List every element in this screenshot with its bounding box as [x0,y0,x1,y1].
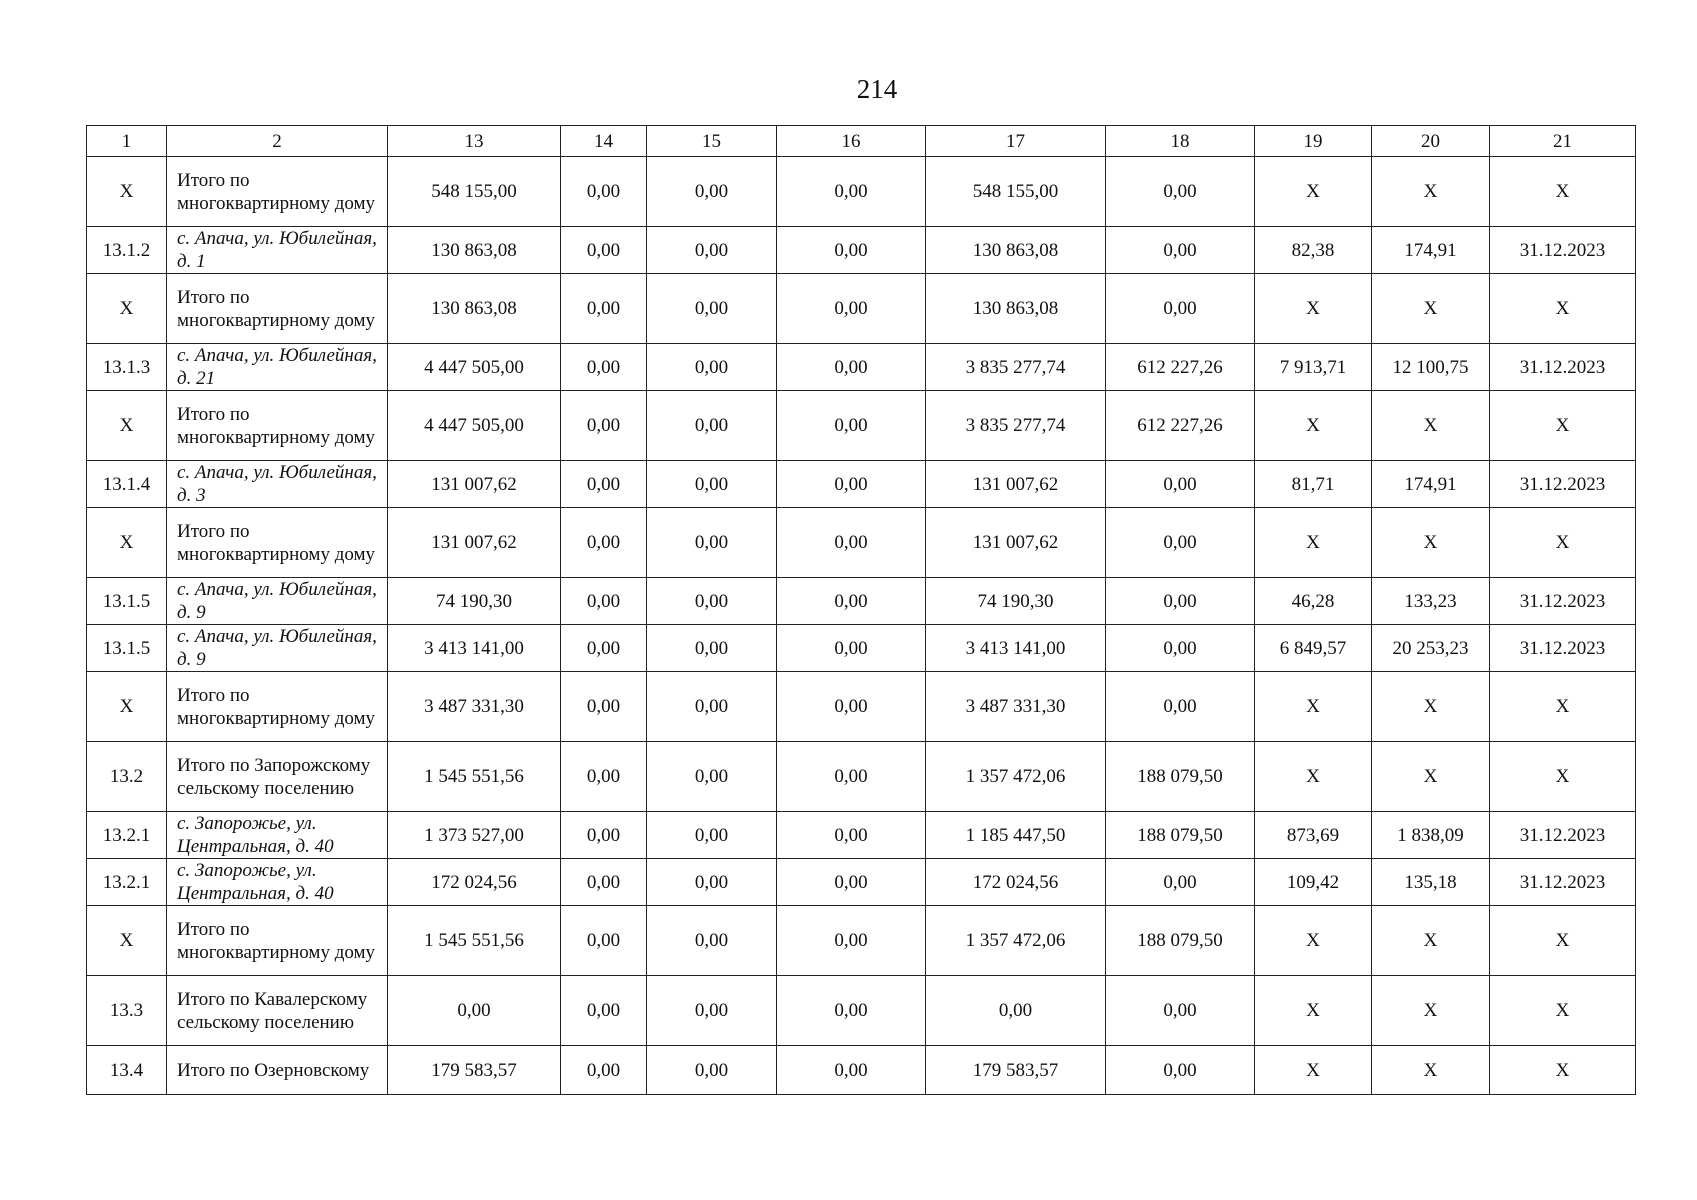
table-cell: 4 447 505,00 [388,344,561,391]
table-cell: 131 007,62 [388,508,561,578]
table-cell: 0,00 [777,157,926,227]
table-cell: 0,00 [1106,672,1255,742]
table-cell: Х [1490,157,1636,227]
table-cell: Х [1490,508,1636,578]
table-cell: 31.12.2023 [1490,578,1636,625]
table-cell: 0,00 [647,625,777,672]
total-row [87,157,1636,227]
table-cell: Х [1372,672,1490,742]
table-cell: 1 545 551,56 [388,742,561,812]
table-cell: 188 079,50 [1106,812,1255,859]
table-cell: 0,00 [777,906,926,976]
table-cell: Х [1490,672,1636,742]
table-cell: Х [1372,157,1490,227]
table-cell: 135,18 [1372,859,1490,906]
table-cell: 3 413 141,00 [926,625,1106,672]
table-cell: 612 227,26 [1106,344,1255,391]
table-cell: 130 863,08 [926,227,1106,274]
table-cell: 31.12.2023 [1490,812,1636,859]
table-cell: 0,00 [647,344,777,391]
table-cell: 109,42 [1255,859,1372,906]
total-row [87,1046,1636,1095]
table-cell: 0,00 [1106,625,1255,672]
row-description: Итого по многоквартирному дому [167,672,388,742]
table-cell: 0,00 [777,578,926,625]
table-cell: Х [1255,1046,1372,1095]
table-cell: 0,00 [647,157,777,227]
row-description: Итого по многоквартирному дому [167,508,388,578]
row-description: Итого по многоквартирному дому [167,157,388,227]
table-cell: 0,00 [647,672,777,742]
table-cell: 3 487 331,30 [926,672,1106,742]
row-number: 13.1.2 [87,227,167,274]
table-cell: Х [1372,274,1490,344]
row-number: Х [87,508,167,578]
row-number: 13.1.4 [87,461,167,508]
column-header: 19 [1255,126,1372,157]
table-cell: 548 155,00 [388,157,561,227]
table-cell: Х [1372,976,1490,1046]
table-cell: Х [1255,508,1372,578]
row-number: 13.4 [87,1046,167,1095]
table-cell: 0,00 [777,859,926,906]
table-cell: 0,00 [647,906,777,976]
table-cell: 0,00 [777,391,926,461]
table-cell: 31.12.2023 [1490,859,1636,906]
row-description: Итого по многоквартирному дому [167,391,388,461]
column-header: 18 [1106,126,1255,157]
table-cell: 179 583,57 [926,1046,1106,1095]
table-cell: 4 447 505,00 [388,391,561,461]
table-cell: 0,00 [647,976,777,1046]
table-body [87,157,1636,1095]
total-row [87,274,1636,344]
row-number: 13.1.5 [87,578,167,625]
table-cell: 0,00 [777,274,926,344]
row-description: Итого по многоквартирному дому [167,906,388,976]
table-cell: 0,00 [1106,1046,1255,1095]
table-cell: 1 545 551,56 [388,906,561,976]
table-cell: 174,91 [1372,461,1490,508]
row-description: Итого по Кавалерскому сельскому поселению [167,976,388,1046]
total-row [87,391,1636,461]
table-cell: 0,00 [777,812,926,859]
row-description: Итого по Озерновскому [167,1046,388,1095]
column-header: 13 [388,126,561,157]
table-cell: 82,38 [1255,227,1372,274]
table-cell: 3 413 141,00 [388,625,561,672]
table-cell: 0,00 [561,391,647,461]
table-cell: 0,00 [1106,157,1255,227]
column-header: 1 [87,126,167,157]
table-cell: Х [1255,906,1372,976]
table-cell: 0,00 [561,508,647,578]
row-description: Итого по Запорожскому сельскому поселению [167,742,388,812]
table-cell: Х [1372,742,1490,812]
table-cell: 873,69 [1255,812,1372,859]
row-description: с. Апача, ул. Юбилейная, д. 9 [167,625,388,672]
table-cell: 0,00 [777,672,926,742]
total-row [87,672,1636,742]
table-cell: 0,00 [777,227,926,274]
table-cell: 0,00 [777,625,926,672]
table-cell: 31.12.2023 [1490,344,1636,391]
table-cell: 3 835 277,74 [926,391,1106,461]
table-cell: 0,00 [647,274,777,344]
table-cell: 548 155,00 [926,157,1106,227]
row-description: с. Апача, ул. Юбилейная, д. 9 [167,578,388,625]
table-cell: 0,00 [647,1046,777,1095]
row-number: 13.1.5 [87,625,167,672]
table-cell: Х [1490,391,1636,461]
table-cell: 12 100,75 [1372,344,1490,391]
table-cell: 0,00 [647,578,777,625]
table-cell: 0,00 [561,625,647,672]
table-cell: 0,00 [777,1046,926,1095]
address-row [87,344,1636,391]
row-number: Х [87,157,167,227]
table-cell: 0,00 [647,859,777,906]
address-row [87,461,1636,508]
table-cell: 0,00 [1106,227,1255,274]
data-table [86,125,1636,1095]
table-cell: 6 849,57 [1255,625,1372,672]
total-row [87,976,1636,1046]
total-row [87,508,1636,578]
table-cell: Х [1255,976,1372,1046]
row-number: Х [87,906,167,976]
table-cell: 0,00 [561,344,647,391]
table-header [87,126,1636,157]
table-cell: 0,00 [1106,976,1255,1046]
table-cell: 131 007,62 [388,461,561,508]
table-cell: 0,00 [777,508,926,578]
address-row [87,625,1636,672]
table-cell: 1 185 447,50 [926,812,1106,859]
table-cell: 0,00 [777,461,926,508]
table-cell: 0,00 [647,742,777,812]
table-cell: 46,28 [1255,578,1372,625]
table-cell: Х [1490,906,1636,976]
table-cell: 131 007,62 [926,461,1106,508]
table-cell: 0,00 [561,1046,647,1095]
row-description: с. Запорожье, ул. Центральная, д. 40 [167,812,388,859]
column-header: 17 [926,126,1106,157]
table-cell: 1 373 527,00 [388,812,561,859]
row-number: Х [87,672,167,742]
table-cell: 133,23 [1372,578,1490,625]
table-cell: 0,00 [561,157,647,227]
table-cell: 0,00 [561,742,647,812]
table-cell: 131 007,62 [926,508,1106,578]
total-row [87,742,1636,812]
table-cell: Х [1255,391,1372,461]
table-cell: 174,91 [1372,227,1490,274]
table-cell: 0,00 [1106,508,1255,578]
row-description: с. Апача, ул. Юбилейная, д. 21 [167,344,388,391]
table-cell: 0,00 [561,906,647,976]
table-cell: 0,00 [388,976,561,1046]
row-description: с. Запорожье, ул. Центральная, д. 40 [167,859,388,906]
table-cell: Х [1372,1046,1490,1095]
column-header: 15 [647,126,777,157]
address-row [87,812,1636,859]
address-row [87,227,1636,274]
address-row [87,859,1636,906]
table-cell: 31.12.2023 [1490,625,1636,672]
table-cell: 188 079,50 [1106,906,1255,976]
table-cell: 0,00 [647,461,777,508]
table-cell: 612 227,26 [1106,391,1255,461]
table-cell: Х [1490,274,1636,344]
table-cell: 3 835 277,74 [926,344,1106,391]
row-number: Х [87,391,167,461]
table-cell: 130 863,08 [388,227,561,274]
table-cell: 74 190,30 [388,578,561,625]
table-cell: Х [1372,508,1490,578]
table-cell: 81,71 [1255,461,1372,508]
row-number: 13.1.3 [87,344,167,391]
table-cell: Х [1490,742,1636,812]
table-cell: 0,00 [561,859,647,906]
table-cell: 0,00 [1106,859,1255,906]
table-cell: 74 190,30 [926,578,1106,625]
table-cell: Х [1490,976,1636,1046]
table-cell: Х [1255,157,1372,227]
address-row [87,578,1636,625]
column-header: 21 [1490,126,1636,157]
row-number: 13.2 [87,742,167,812]
table-cell: 0,00 [647,812,777,859]
row-number: 13.2.1 [87,859,167,906]
column-header: 16 [777,126,926,157]
table-cell: 0,00 [561,274,647,344]
table-cell: 0,00 [926,976,1106,1046]
row-number: 13.2.1 [87,812,167,859]
total-row [87,906,1636,976]
table-cell: 1 357 472,06 [926,906,1106,976]
table-cell: 130 863,08 [388,274,561,344]
table-cell: 3 487 331,30 [388,672,561,742]
table-cell: 0,00 [647,508,777,578]
table-cell: Х [1372,391,1490,461]
column-header: 2 [167,126,388,157]
table-cell: 0,00 [647,391,777,461]
table-cell: 20 253,23 [1372,625,1490,672]
row-description: с. Апача, ул. Юбилейная, д. 3 [167,461,388,508]
page-number: 214 [856,74,898,104]
table-cell: 188 079,50 [1106,742,1255,812]
column-header: 20 [1372,126,1490,157]
table-cell: 0,00 [561,578,647,625]
table-cell: 0,00 [1106,274,1255,344]
table-cell: 31.12.2023 [1490,461,1636,508]
table-cell: 1 357 472,06 [926,742,1106,812]
table-cell: 7 913,71 [1255,344,1372,391]
table-cell: 1 838,09 [1372,812,1490,859]
table-cell: 0,00 [561,812,647,859]
row-number: Х [87,274,167,344]
table-cell: 179 583,57 [388,1046,561,1095]
table-cell: 0,00 [561,976,647,1046]
table-cell: 0,00 [561,672,647,742]
table-cell: 0,00 [1106,461,1255,508]
table-cell: 31.12.2023 [1490,227,1636,274]
table-cell: 172 024,56 [926,859,1106,906]
row-description: с. Апача, ул. Юбилейная, д. 1 [167,227,388,274]
table-cell: 172 024,56 [388,859,561,906]
table-cell: 0,00 [647,227,777,274]
table-cell: Х [1255,672,1372,742]
table-cell: 0,00 [777,742,926,812]
header-row [87,126,1636,157]
table-cell: 0,00 [561,461,647,508]
table-cell: 130 863,08 [926,274,1106,344]
table-cell: 0,00 [777,344,926,391]
table-cell: Х [1255,274,1372,344]
row-description: Итого по многоквартирному дому [167,274,388,344]
table-cell: Х [1255,742,1372,812]
table-cell: 0,00 [777,976,926,1046]
table-cell: Х [1490,1046,1636,1095]
table-cell: 0,00 [1106,578,1255,625]
row-number: 13.3 [87,976,167,1046]
column-header: 14 [561,126,647,157]
table-cell: Х [1372,906,1490,976]
table-cell: 0,00 [561,227,647,274]
